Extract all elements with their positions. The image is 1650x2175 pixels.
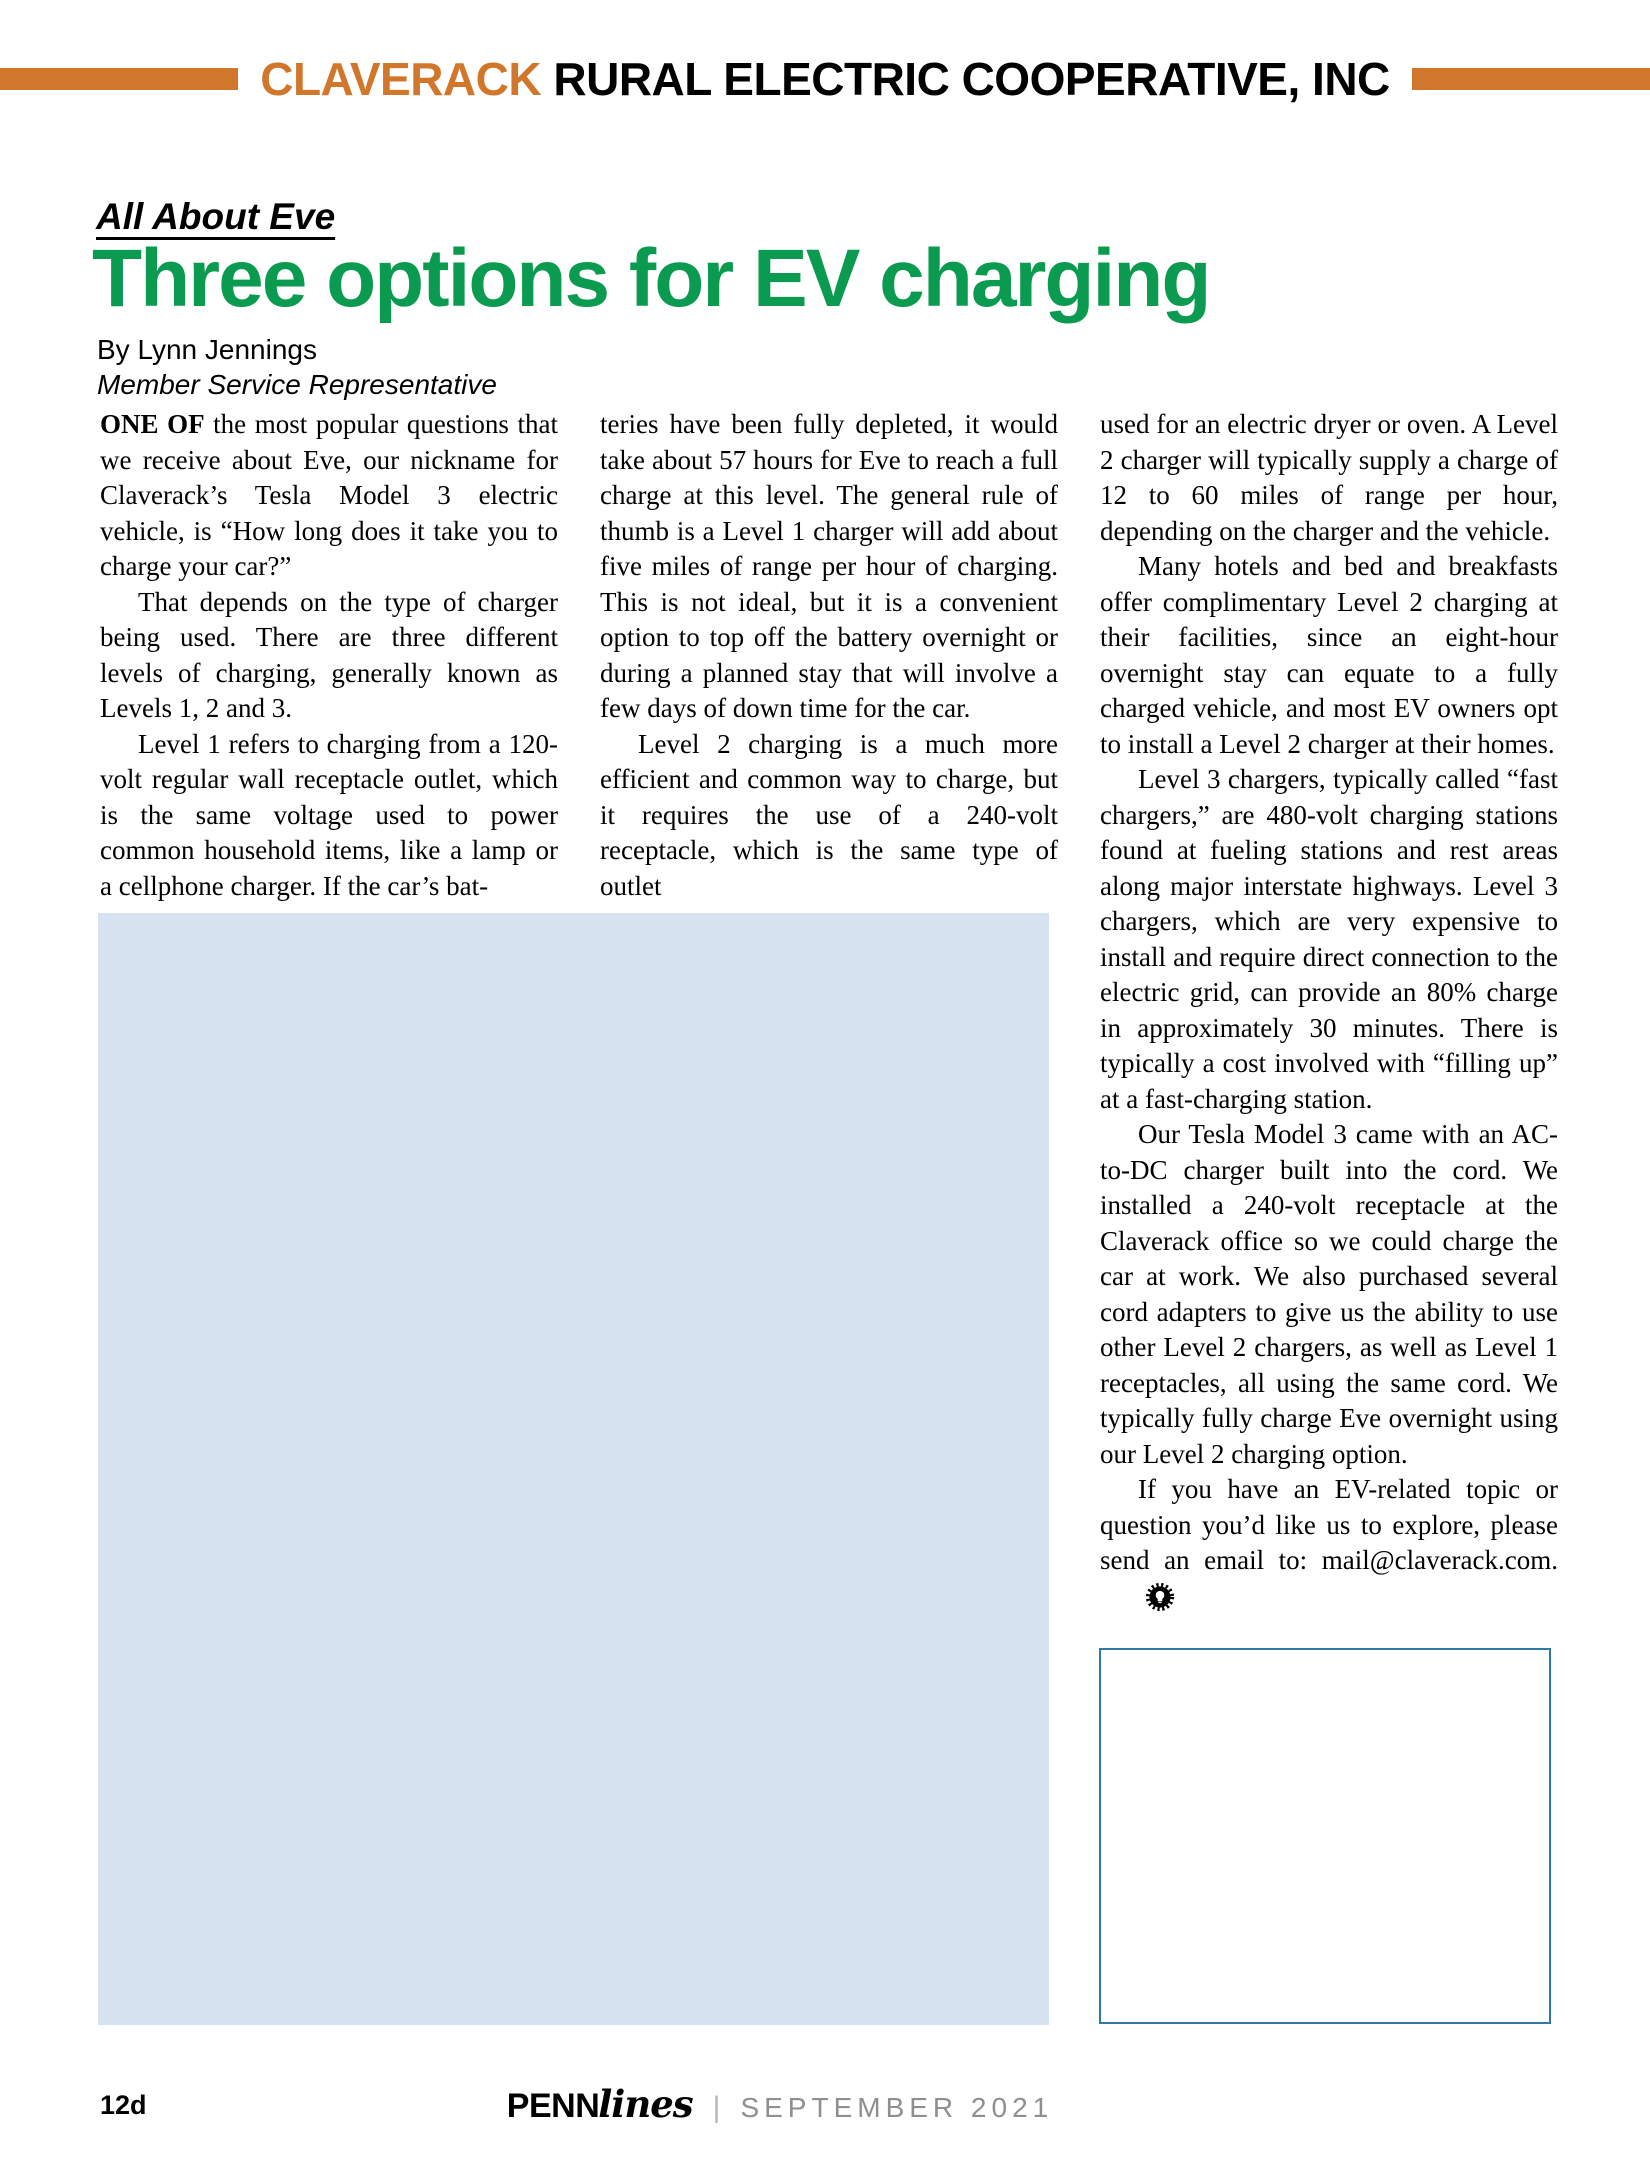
masthead-title [260,53,1390,105]
story-end-lightbulb-gear-icon [1107,1582,1175,1612]
article-paragraph: Level 3 chargers, typically called “fast chargers,” are 480-volt charging stations found at fueling stations and rest areas along major interstate highways. Level 3 chargers, which are very expensive to install and require direct connection to the electric grid, can provide an 80% charge in approximately 30 minutes. There is typically a cost involved with “filling up” at a fast-charging station. [1100,764,1558,1114]
pennlines-logo-script: lines [598,2082,693,2126]
masthead-brand-rest: RURAL ELECTRIC COOPERATIVE, INC [541,53,1390,105]
article-paragraph: Level 2 charging is a much more efficient and common way to charge, but it requires the use of a 240-volt receptacle, which is the same type of outlet [600,728,1058,901]
article-paragraph: Our Tesla Model 3 came with an AC-to-DC charger built into the cord. We installed a 240-volt receptacle at the Claverack office so we could charge the car at work. We also purchased several cord adapters to give us the ability to use other Level 2 chargers, as well as Level 1 receptacles, all using the same cord. We typically fully charge Eve overnight using our Level 2 charging option. [1100,1119,1558,1469]
sidebar-box [1099,1648,1551,2024]
article-byline: By Lynn Jennings [97,334,317,365]
footer-divider: | [712,2091,721,2124]
photo-placeholder [98,913,1049,2025]
masthead-brand: CLAVERACK [260,53,542,105]
article-column-3 [1100,407,1558,1614]
article-paragraph: Many hotels and bed and breakfasts offer complimentary Level 2 charging at their facilities, since an eight-hour overnight stay can equate to a fully charged vehicle, and most EV owners opt to install a Level 2 charger at their homes. [1100,551,1558,759]
footer-issue-date: SEPTEMBER 2021 [740,2092,1054,2123]
article-column-2 [600,407,1058,904]
page-number: 12d [100,2090,147,2120]
masthead [0,54,1650,104]
article-paragraph: ONE OF the most popular questions that we receive about Eve, our nickname for Claverack’s Tesla Model 3 electric vehicle, is “How long does it take you to charge your car?” [100,409,558,581]
lead-in-text: ONE OF [100,409,205,439]
pennlines-logo-bold: PENN [506,2087,600,2125]
article-paragraph: That depends on the type of charger being used. There are three different levels of charging, generally known as Levels 1, 2 and 3. [100,586,558,723]
article-paragraph: teries have been fully depleted, it would take about 57 hours for Eve to reach a full charge at this level. The general rule of thumb is a Level 1 charger will add about five miles of range per hour of charging. This is not ideal, but it is a convenient option to top off the battery overnight or during a planned stay that will involve a few days of down time for the car. [600,409,1058,723]
article-kicker: All About Eve [96,196,336,237]
article-column-1 [100,407,558,904]
article-paragraph: used for an electric dryer or oven. A Level 2 charger will typically supply a charge of 12 to 60 miles of range per hour, depending on the charger and the vehicle. [1100,409,1558,546]
masthead-left-bar [0,68,238,90]
footer [0,2082,1560,2126]
article-paragraph: If you have an EV-related topic or question you’d like us to explore, please send an email to: mail@claverack.com. [1100,1472,1558,1614]
article-title: Three options for EV charging [92,233,1210,324]
masthead-right-bar [1412,68,1650,90]
article-paragraph: Level 1 refers to charging from a 120-volt regular wall receptacle outlet, which is the same voltage used to power common household items, like a lamp or a cellphone charger. If the car’s bat- [100,728,558,901]
article-byline-role: Member Service Representative [97,369,497,400]
